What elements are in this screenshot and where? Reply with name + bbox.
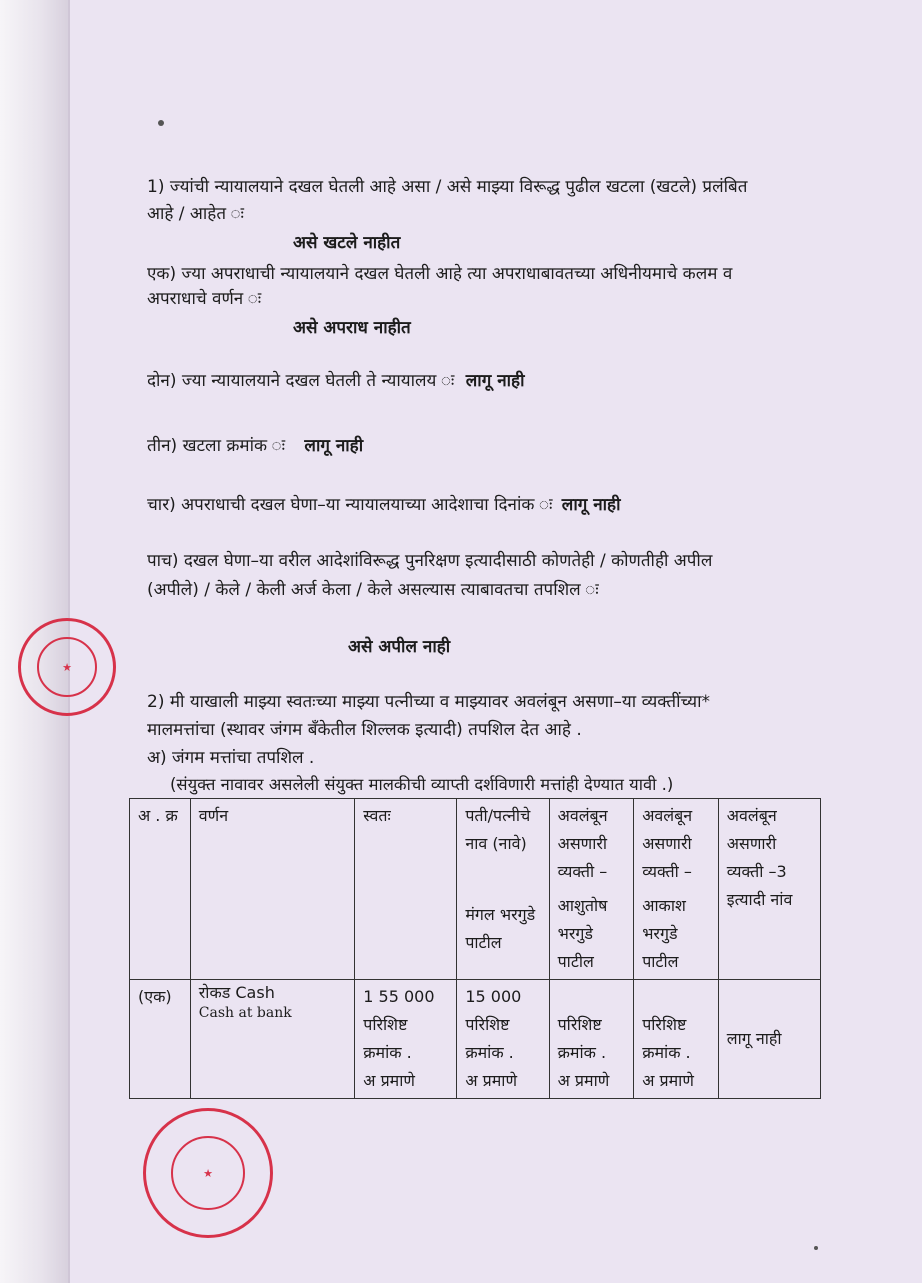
item-ek-line2: अपराधाचे वर्णन ः <box>147 289 262 309</box>
section2-sub-a: अ) जंगम मत्तांचा तपशिल . <box>147 748 315 768</box>
row1-dep2-spacer <box>642 983 710 1011</box>
row1-dep2-ref2: क्रमांक . <box>642 1043 691 1062</box>
ink-dot <box>814 1246 818 1250</box>
row1-spouse-ref2: क्रमांक . <box>465 1043 514 1062</box>
item-char-answer: लागू नाही <box>561 495 621 515</box>
header-dep1: अवलंबून असणारी व्यक्ती – <box>549 799 634 890</box>
item-ek-line1: एक) ज्या अपराधाची न्यायालयाने दखल घेतली आहे त्या अपराधाबावतच्या अधिनीयमाचे कलम व <box>147 264 733 284</box>
item-teen-answer: लागू नाही <box>304 436 364 456</box>
item-don-label: दोन) ज्या न्यायालयाने दखल घेतली ते न्यायालय ः <box>147 371 455 391</box>
row1-dep2 <box>634 980 719 1099</box>
dep1-name: आशुतोष भरगुडे पाटील <box>549 889 634 980</box>
row1-dep1-ref2: क्रमांक . <box>557 1043 607 1062</box>
notary-seal-top <box>18 618 116 716</box>
row1-self-ref2: क्रमांक . <box>363 1043 412 1062</box>
item-pach-line1: पाच) दखल घेणा–या वरील आदेशांविरूद्ध पुनरिक्षण इत्यादीसाठी कोणतेही / कोणतीही अपील <box>147 551 713 571</box>
row1-dep1-ref1: परिशिष्ट <box>557 1015 602 1034</box>
item-char <box>147 490 620 520</box>
section2-line2: मालमत्तांचा (स्थावर जंगम बँकेतील शिल्लक इत्यादी) तपशिल देत आहे . <box>147 720 582 740</box>
item-teen-label: तीन) खटला क्रमांक ः <box>147 436 286 456</box>
table-row <box>130 980 821 1099</box>
row1-dep2-ref1: परिशिष्ट <box>642 1015 687 1034</box>
row1-desc-line1: रोकड Cash <box>198 983 275 1002</box>
section2-note: (संयुक्त नावावर असलेली संयुक्त मालकीची व्याप्ती दर्शविणारी मत्तांही देण्यात यावी .) <box>170 775 674 794</box>
header-self: स्वतः <box>355 799 457 980</box>
ink-speck <box>158 120 164 126</box>
row1-dep1 <box>549 980 634 1099</box>
dep2-name: आकाश भरगुडे पाटील <box>634 889 719 980</box>
notary-seal-bottom <box>143 1108 273 1238</box>
row1-desc-line2: Cash at bank <box>198 1005 292 1021</box>
row1-desc <box>190 980 355 1099</box>
row1-self-ref1: परिशिष्ट <box>363 1015 408 1034</box>
header-desc: वर्णन <box>190 799 355 980</box>
row1-sr: (एक) <box>130 980 191 1099</box>
item-ek-answer: असे अपराध नाहीत <box>293 318 411 338</box>
section2-line1: 2) मी याखाली माझ्या स्वतःच्या माझ्या पत्नीच्या व माझ्यावर अवलंबून असणा–या व्यक्तींच्या* <box>147 692 710 712</box>
header-dep3: अवलंबून असणारी व्यक्ती –3 इत्यादी नांव <box>718 799 820 980</box>
notary-seal-top-ring: ★ <box>37 637 97 697</box>
row1-spouse-amount: 15 000 <box>465 987 522 1006</box>
row1-dep3: लागू नाही <box>718 980 820 1099</box>
header-dep2: अवलंबून असणारी व्यक्ती – <box>634 799 719 890</box>
row1-spouse-ref1: परिशिष्ट <box>465 1015 510 1034</box>
row1-dep1-spacer <box>558 983 626 1011</box>
item-teen <box>147 431 363 461</box>
movable-assets-table <box>129 798 821 1099</box>
header-spouse: पती/पत्नीचे नाव (नावे) <box>457 799 549 890</box>
row1-spouse-ref3: अ प्रमाणे <box>465 1071 518 1090</box>
section1-line1: 1) ज्यांची न्यायालयाने दखल घेतली आहे असा / असे माझ्या विरूद्ध पुढील खटला (खटले) प्रलंबित <box>147 177 748 197</box>
item-don-answer: लागू नाही <box>465 371 525 391</box>
header-sr: अ . क्र <box>130 799 191 980</box>
row1-spouse <box>457 980 549 1099</box>
table-header-row <box>130 799 821 890</box>
item-char-label: चार) अपराधाची दखल घेणा–या न्यायालयाच्या आदेशाचा दिनांक ः <box>147 495 553 515</box>
spouse-name: मंगल भरगुडे पाटील <box>457 889 549 980</box>
section1-line2: आहे / आहेत ः <box>147 204 244 224</box>
no-cases-text: असे खटले नाहीत <box>293 233 401 253</box>
item-pach-line2: (अपीले) / केले / केली अर्ज केला / केले असल्यास त्याबावतचा तपशिल ः <box>147 580 599 600</box>
row1-self-ref3: अ प्रमाणे <box>363 1071 415 1090</box>
item-don <box>147 366 524 396</box>
row1-self <box>355 980 457 1099</box>
notary-seal-bottom-ring: ★ <box>171 1136 245 1210</box>
item-pach-answer: असे अपील नाही <box>348 637 451 657</box>
row1-dep2-ref3: अ प्रमाणे <box>642 1071 694 1090</box>
row1-dep1-ref3: अ प्रमाणे <box>557 1071 610 1090</box>
row1-self-amount: 1 55 000 <box>363 987 435 1006</box>
